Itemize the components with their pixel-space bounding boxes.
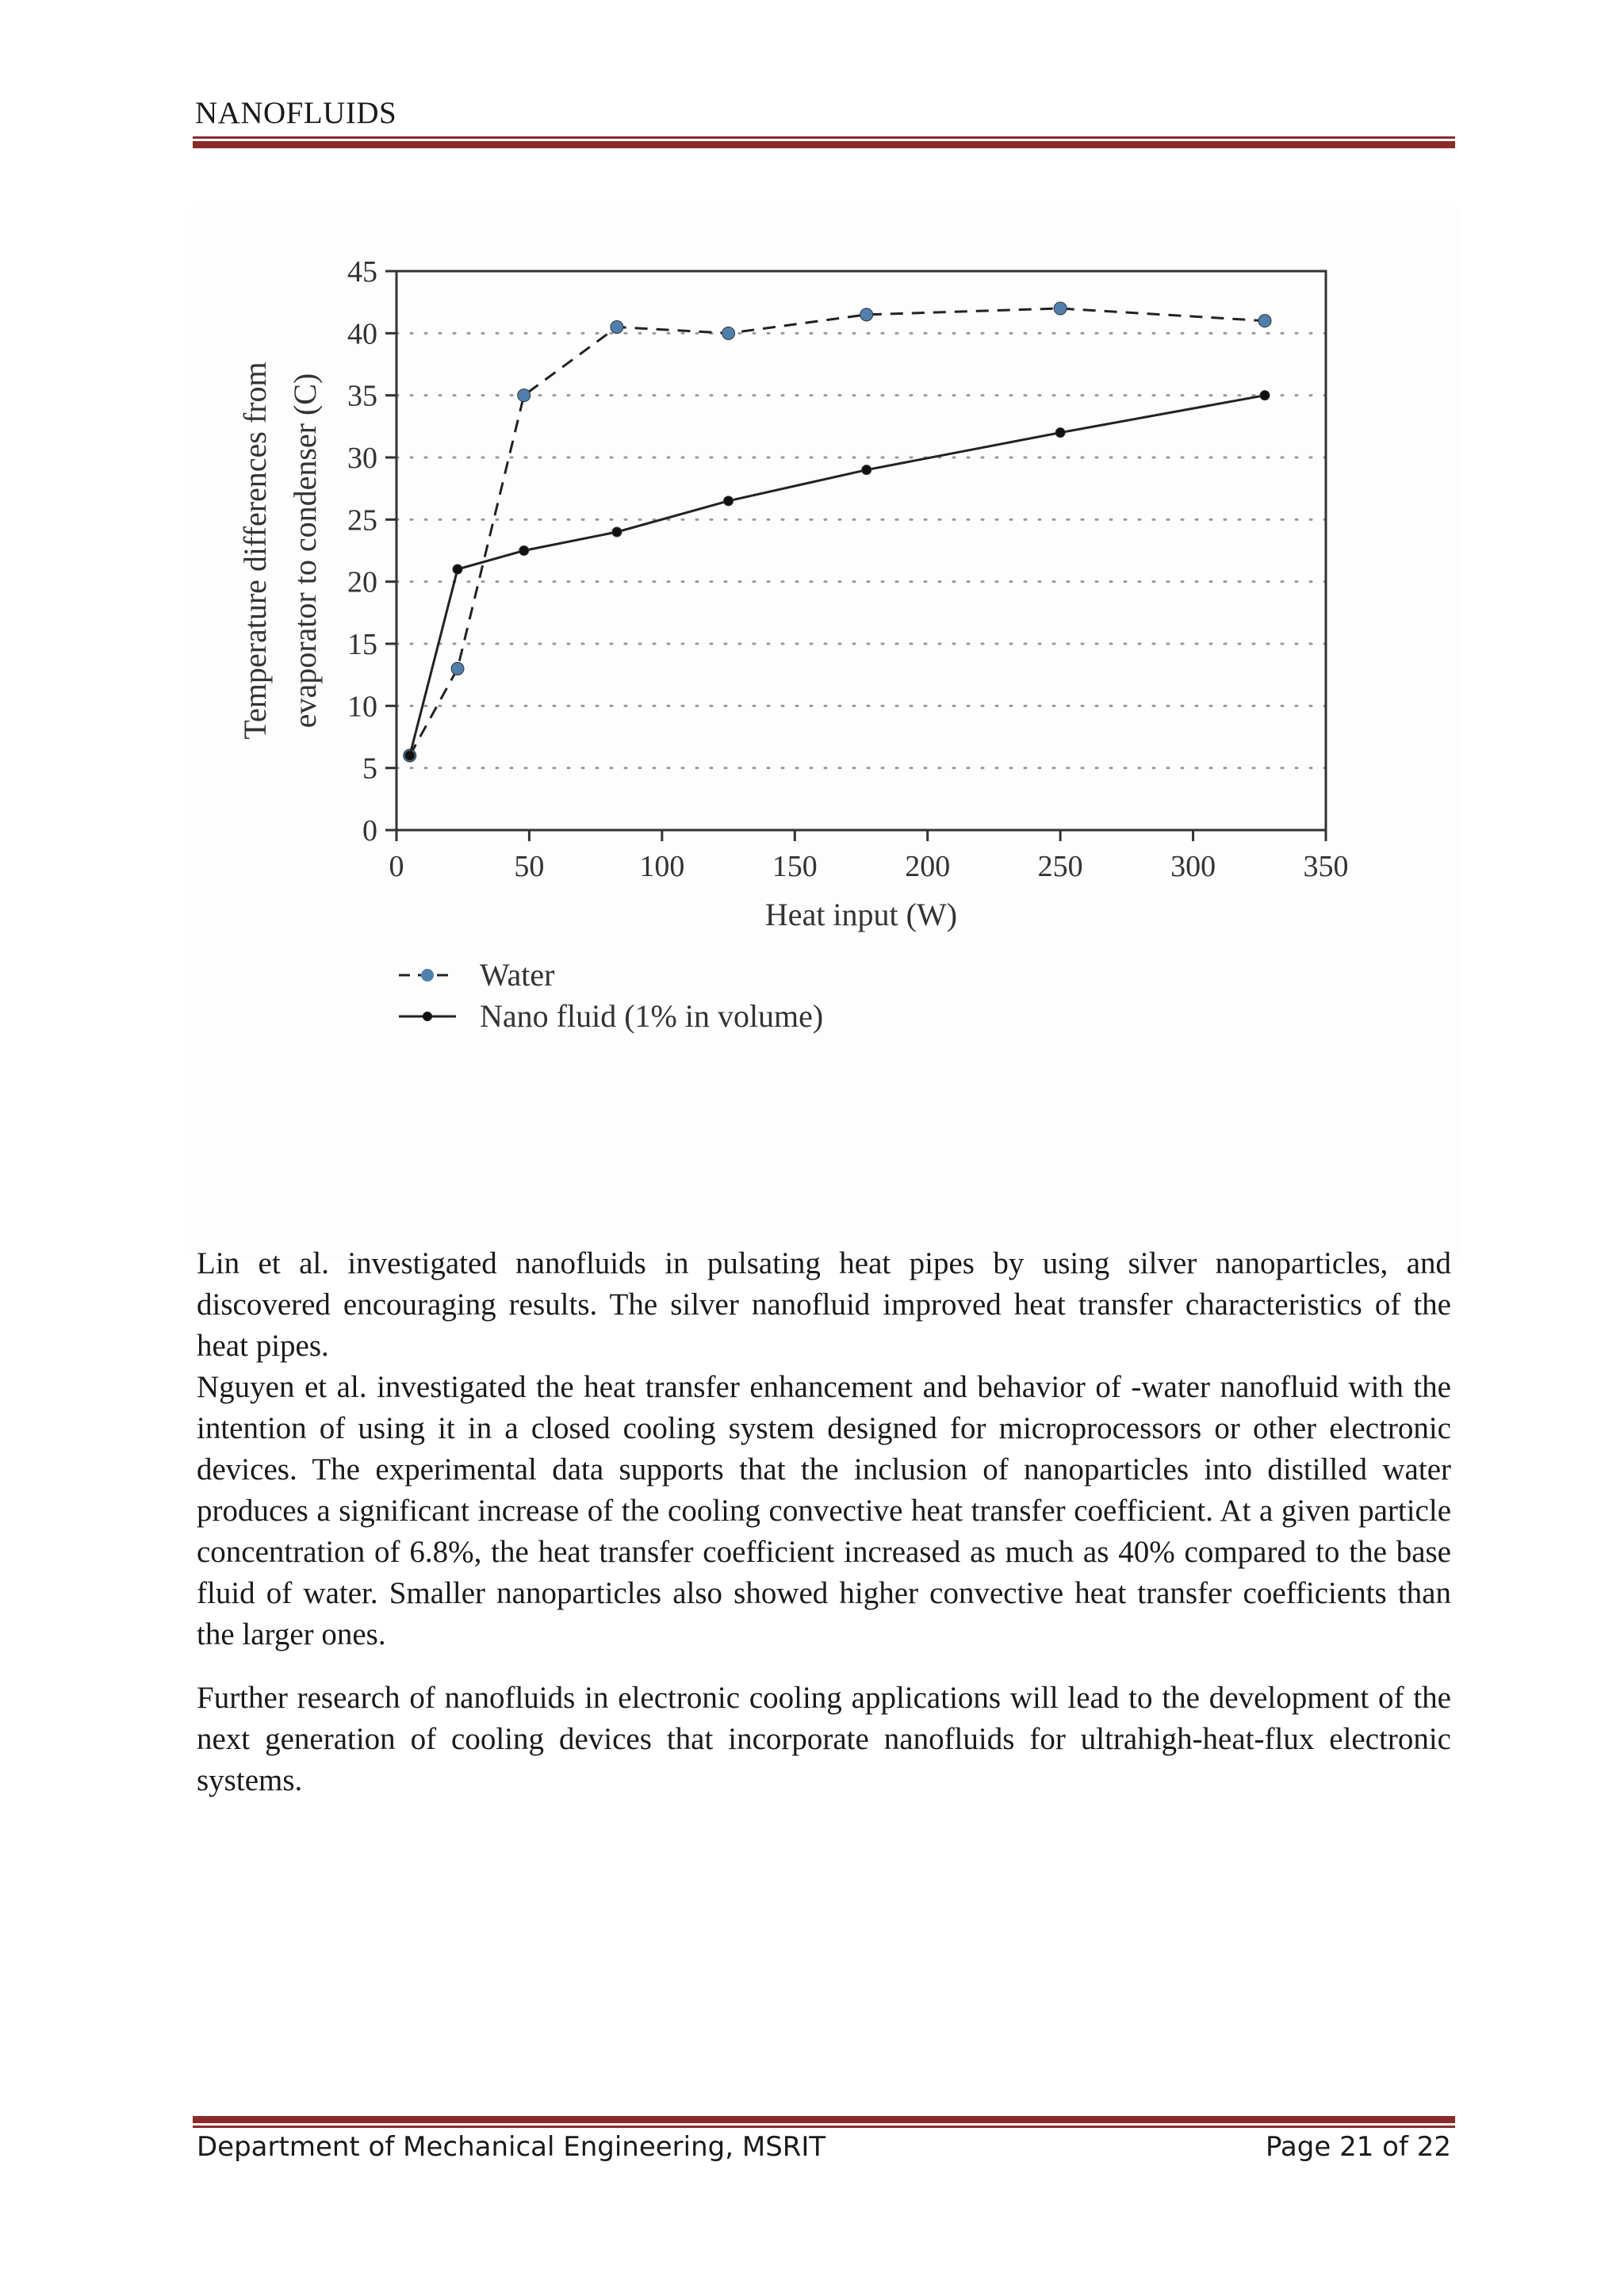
y-axis-label-line-1: Temperature differences from	[237, 362, 273, 740]
footer-department: Department of Mechanical Engineering, MSRIT	[197, 2131, 826, 2163]
series-0-point-6	[1054, 302, 1067, 315]
chart-ticks	[347, 255, 1349, 883]
legend-water-label: Water	[480, 957, 555, 993]
y-tick-label-45: 45	[347, 255, 377, 289]
y-tick-label-20: 20	[347, 565, 377, 599]
series-0-point-7	[1258, 315, 1271, 327]
footer-rule-thin	[193, 2126, 1455, 2128]
series-1-point-6	[1055, 428, 1065, 438]
x-tick-label-50: 50	[514, 850, 545, 883]
chart-series	[404, 302, 1271, 762]
series-1-point-7	[1260, 391, 1270, 400]
paragraph-further-research: Further research of nanofluids in electronic cooling applications will lead to the development of the next generation of cooling devices that incorporate nanofluids for ultrahigh-heat-flux electronic systems.	[197, 1681, 1451, 1797]
x-tick-label-300: 300	[1170, 850, 1216, 883]
x-tick-label-150: 150	[772, 850, 818, 883]
series-line-0	[410, 308, 1265, 756]
series-0-point-5	[860, 308, 873, 321]
series-0-point-4	[722, 327, 735, 339]
footer-page-number: Page 21 of 22	[1265, 2131, 1451, 2163]
body-paragraphs-1	[197, 1243, 1451, 1655]
x-tick-label-0: 0	[389, 850, 404, 883]
series-1-point-3	[612, 527, 622, 537]
running-header-title: NANOFLUIDS	[195, 96, 397, 130]
y-tick-label-15: 15	[347, 628, 377, 661]
series-1-point-0	[405, 751, 415, 760]
chart-grid	[396, 333, 1326, 767]
legend-nano-label: Nano fluid (1% in volume)	[480, 998, 824, 1034]
series-1-point-1	[453, 564, 462, 574]
x-tick-label-250: 250	[1037, 850, 1083, 883]
y-tick-label-25: 25	[347, 503, 377, 538]
plot-frame	[396, 271, 1326, 830]
series-1-point-4	[724, 496, 733, 506]
paragraph-lin: Lin et al. investigated nanofluids in pulsating heat pipes by using silver nanoparticles, and discovered encouraging results. The silver nanofluid improved heat transfer characteristics of the heat pipes.	[197, 1246, 1451, 1363]
x-tick-label-200: 200	[905, 850, 951, 883]
header-rule-thick	[193, 141, 1455, 148]
y-tick-label-0: 0	[362, 814, 377, 848]
y-tick-label-5: 5	[362, 752, 377, 786]
series-line-1	[410, 396, 1265, 756]
paragraph-nguyen: Nguyen et al. investigated the heat transfer enhancement and behavior of -water nanofluid with the intention of using it in a closed cooling system designed for microprocessors or other electronic devices. The experimental data supports that the inclusion of nanoparticles into distilled water produces a significant increase of the cooling convective heat transfer coefficient. At a given particle concentration of 6.8%, the heat transfer coefficient increased as much as 40% compared to the base fluid of water. Smaller nanoparticles also showed higher convective heat transfer coefficients than the larger ones.	[197, 1370, 1451, 1651]
y-axis-label-line-2: evaporator to condenser (C)	[287, 373, 323, 729]
series-0-point-2	[518, 389, 530, 402]
series-1-point-2	[519, 546, 529, 556]
x-tick-label-350: 350	[1303, 850, 1349, 883]
series-1-point-5	[862, 465, 871, 475]
line-chart	[190, 206, 1459, 1261]
series-0-point-1	[451, 662, 464, 675]
x-tick-label-100: 100	[639, 850, 685, 883]
series-0-point-3	[611, 321, 623, 334]
legend-water-marker	[421, 969, 434, 982]
header-rule-thin	[193, 136, 1455, 139]
y-tick-label-10: 10	[347, 690, 377, 724]
y-tick-label-30: 30	[347, 442, 377, 475]
footer-rule-thick	[193, 2116, 1455, 2123]
legend-nano-marker	[423, 1012, 432, 1021]
chart-legend	[399, 957, 823, 1034]
y-tick-label-40: 40	[347, 317, 377, 351]
y-tick-label-35: 35	[347, 379, 377, 413]
x-axis-label: Heat input (W)	[764, 897, 958, 932]
chart-figure	[190, 206, 1459, 1261]
